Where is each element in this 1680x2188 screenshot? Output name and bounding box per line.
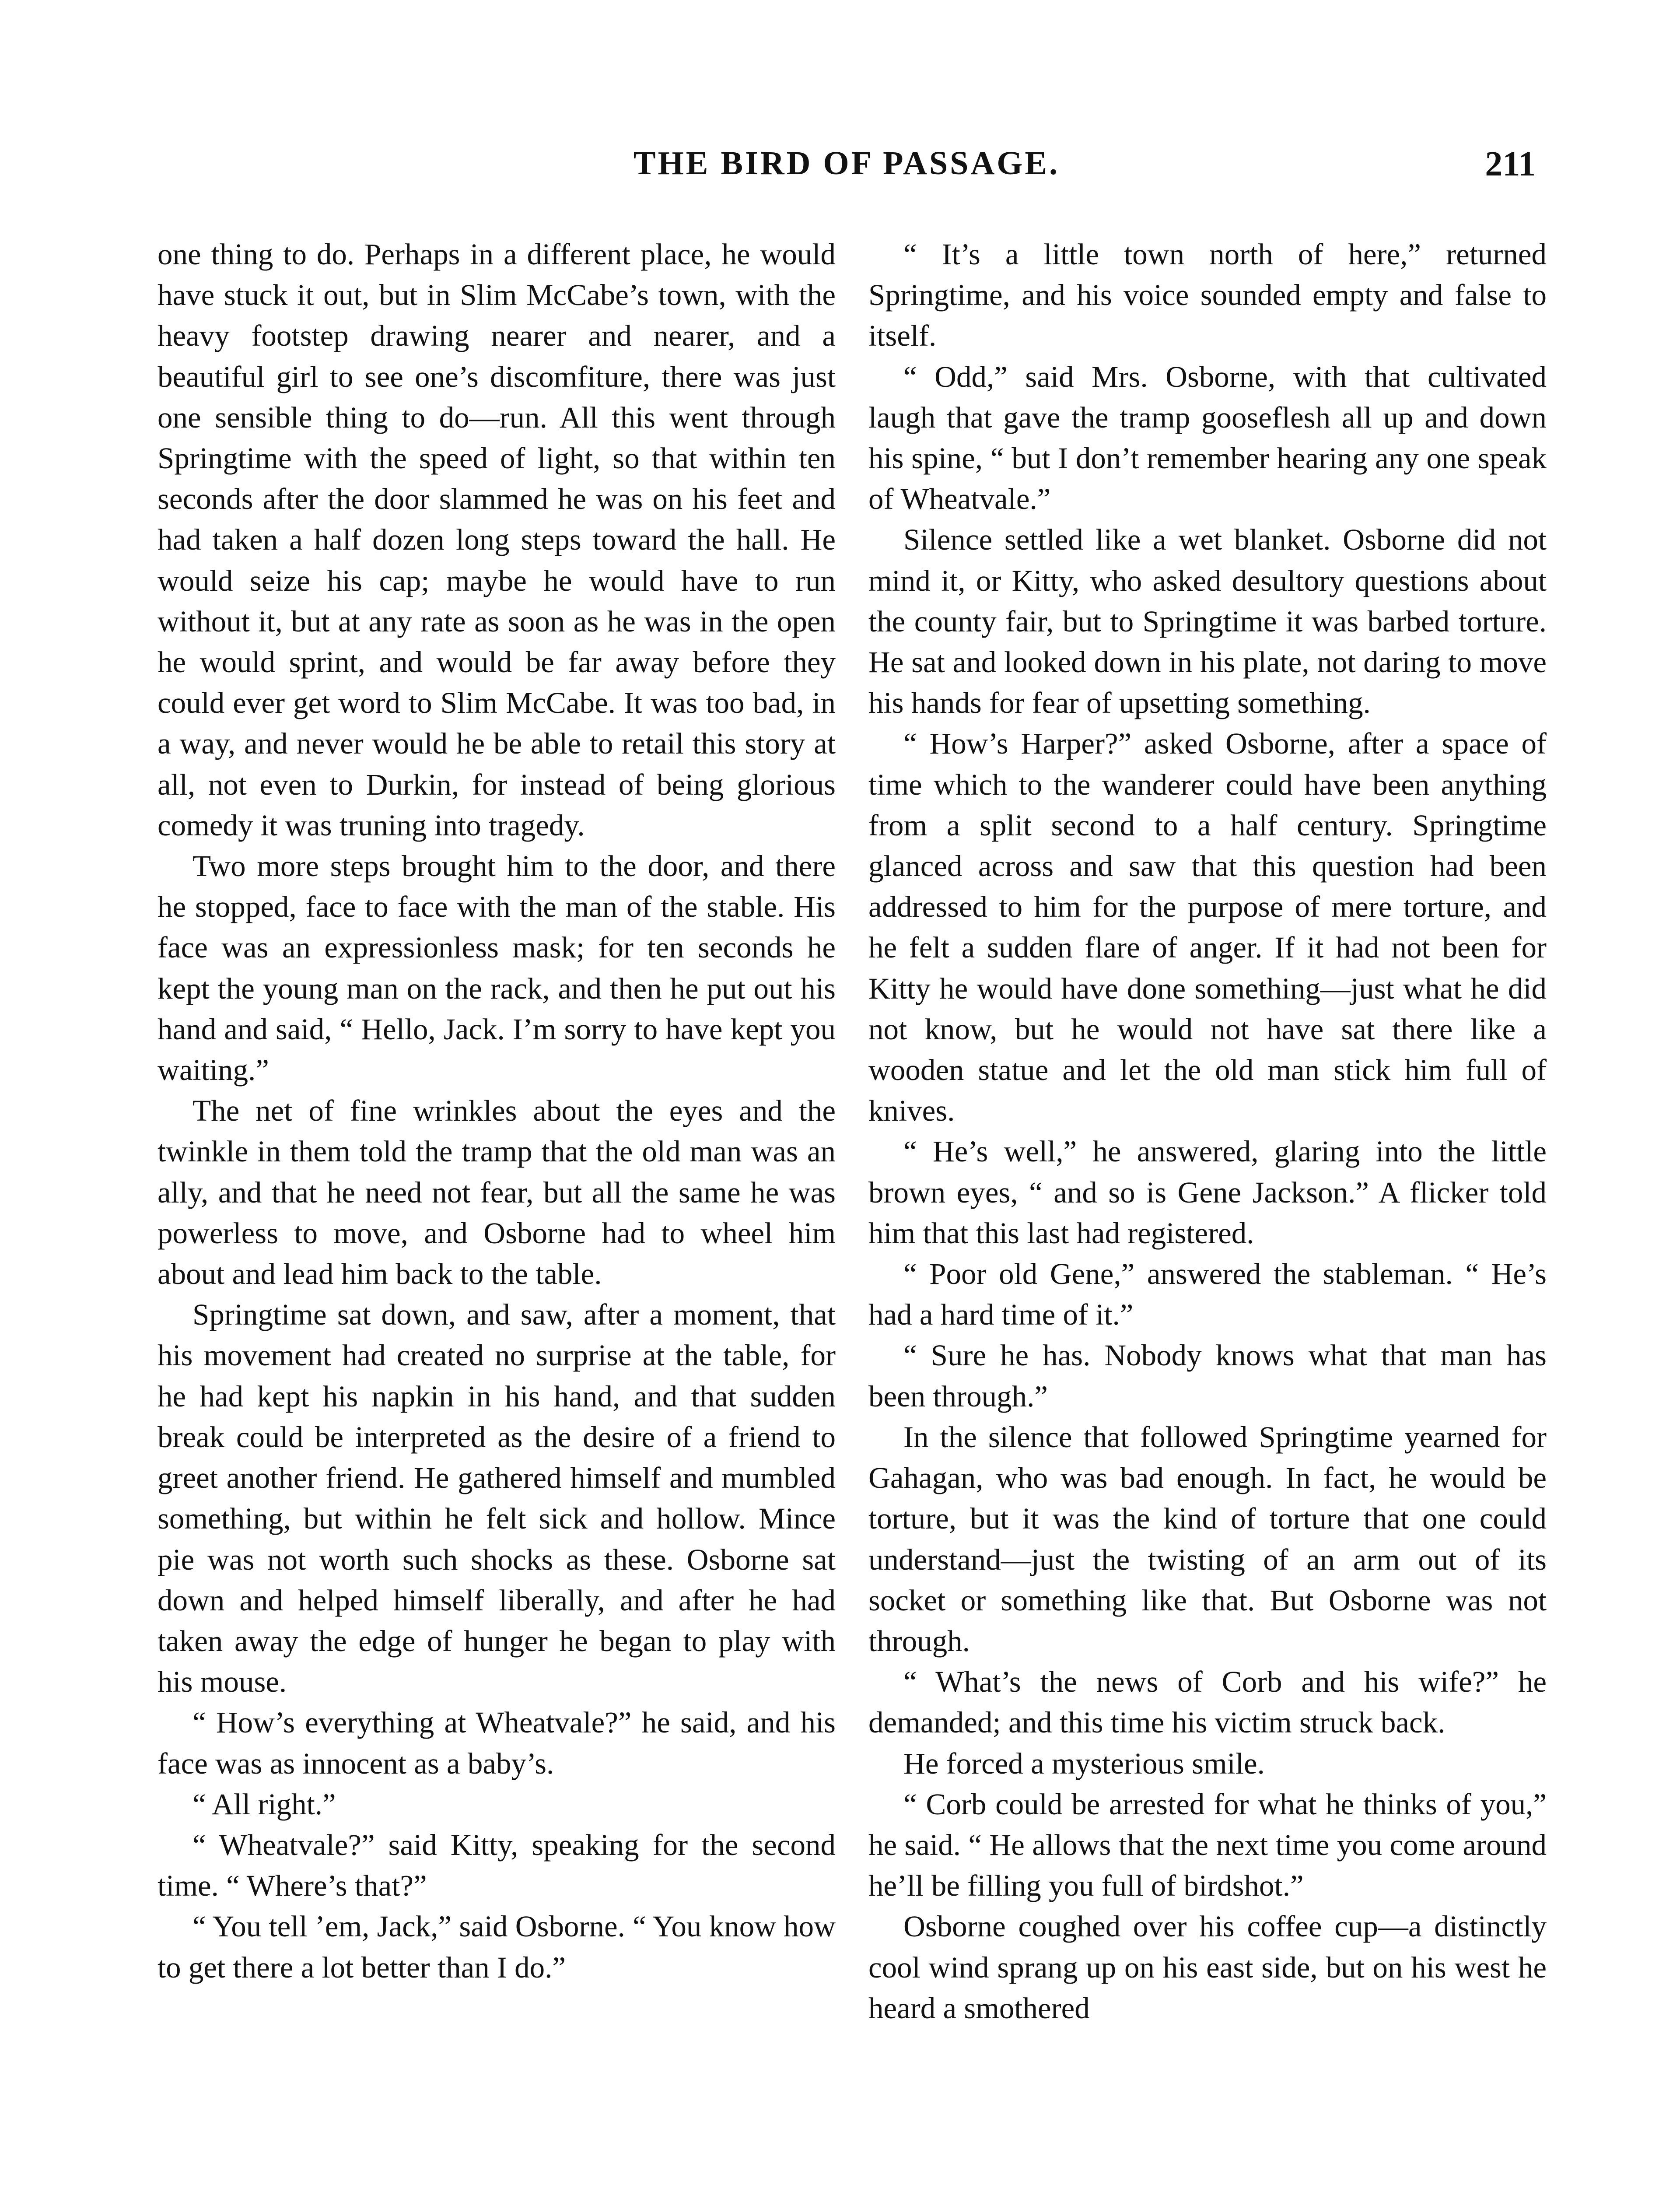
paragraph: “ It’s a little town north of here,” returned Springtime, and his voice sounded empty and false to itself. [868,238,1547,353]
page-header [158,144,1536,197]
paragraph: Springtime sat down, and saw, after a moment, that his movement had created no surprise at the table, for he had kept his napkin in his hand, and that sudden break could be interpreted as the desire of a friend to greet another friend. He gathered himself and mumbled something, but within he felt sick and hollow. Mince pie was not worth such shocks as these. Osborne sat down and helped himself liberally, and after he had taken away the edge of hunger he began to play with his mouse. [158,1298,836,1699]
paragraph: “ Wheatvale?” said Kitty, speaking for the second time. “ Where’s that?” [158,1828,836,1903]
paragraph: “ How’s everything at Wheatvale?” he said, and his face was as innocent as a baby’s. [158,1706,836,1780]
running-title: THE BIRD OF PASSAGE. [633,145,1060,182]
page-number: 211 [1485,145,1536,183]
paragraph: “ Odd,” said Mrs. Osborne, with that cultivated laugh that gave the tramp gooseflesh all up and down his spine, “ but I don’t remember hearing any one speak of Wheatvale.” [868,360,1547,516]
left-column [158,234,836,1988]
right-column [868,234,1547,2029]
paragraph: “ Poor old Gene,” answered the stableman. “ He’s had a hard time of it.” [868,1257,1547,1332]
paragraph: “ You tell ’em, Jack,” said Osborne. “ You know how to get there a lot better than I do.” [158,1910,836,1984]
paragraph: “ What’s the news of Corb and his wife?” he demanded; and this time his victim struck back. [868,1665,1547,1739]
paragraph: “ Sure he has. Nobody knows what that man has been through.” [868,1339,1547,1413]
paragraph: “ Corb could be arrested for what he thinks of you,” he said. “ He allows that the next time you come around he’ll be filling you full of birdshot.” [868,1787,1547,1903]
paragraph: He forced a mysterious smile. [903,1746,1265,1780]
paragraph: “ All right.” [192,1787,336,1821]
paragraph: “ How’s Harper?” asked Osborne, after a space of time which to the wanderer could have been anything from a split second to a half century. Springtime glanced across and saw that this question had been addressed to him for the purpose of mere torture, and he felt a sudden flare of anger. If it had not been for Kitty he would have done something—just what he did not know, but he would not have sat there like a wooden statue and let the old man stick him full of knives. [868,727,1547,1128]
paragraph: Two more steps brought him to the door, and there he stopped, face to face with the man of the stable. His face was an expressionless mask; for ten seconds he kept the young man on the rack, and then he put out his hand and said, “ Hello, Jack. I’m sorry to have kept you waiting.” [158,849,836,1087]
paragraph: one thing to do. Perhaps in a different place, he would have stuck it out, but in Slim McCabe’s town, with the heavy footstep drawing nearer and nearer, and a beautiful girl to see one’s discomfiture, there was just one sensible thing to do—run. All this went through Springtime with the speed of light, so that within ten seconds after the door slammed he was on his feet and had taken a half dozen long steps toward the hall. He would seize his cap; maybe he would have to run without it, but at any rate as soon as he was in the open he would sprint, and would be far away before they could ever get word to Slim McCabe. It was too bad, in a way, and never would he be able to retail this story at all, not even to Durkin, for instead of being glorious comedy it was truning into tragedy. [158,238,836,842]
paragraph: The net of fine wrinkles about the eyes and the twinkle in them told the tramp that the old man was an ally, and that he need not fear, but all the same he was powerless to move, and Osborne had to wheel him about and lead him back to the table. [158,1094,836,1291]
paragraph: In the silence that followed Springtime yearned for Gahagan, who was bad enough. In fact, he would be torture, but it was the kind of torture that one could understand—just the twisting of an arm out of its socket or something like that. But Osborne was not through. [868,1420,1547,1658]
paragraph: Silence settled like a wet blanket. Osborne did not mind it, or Kitty, who asked desultory questions about the county fair, but to Springtime it was barbed torture. He sat and looked down in his plate, not daring to move his hands for fear of upsetting something. [868,523,1547,720]
paragraph: “ He’s well,” he answered, glaring into the little brown eyes, “ and so is Gene Jackson.” A flicker told him that this last had registered. [868,1135,1547,1250]
paragraph: Osborne coughed over his coffee cup—a distinctly cool wind sprang up on his east side, but on his west he heard a smothered [868,1910,1547,2025]
